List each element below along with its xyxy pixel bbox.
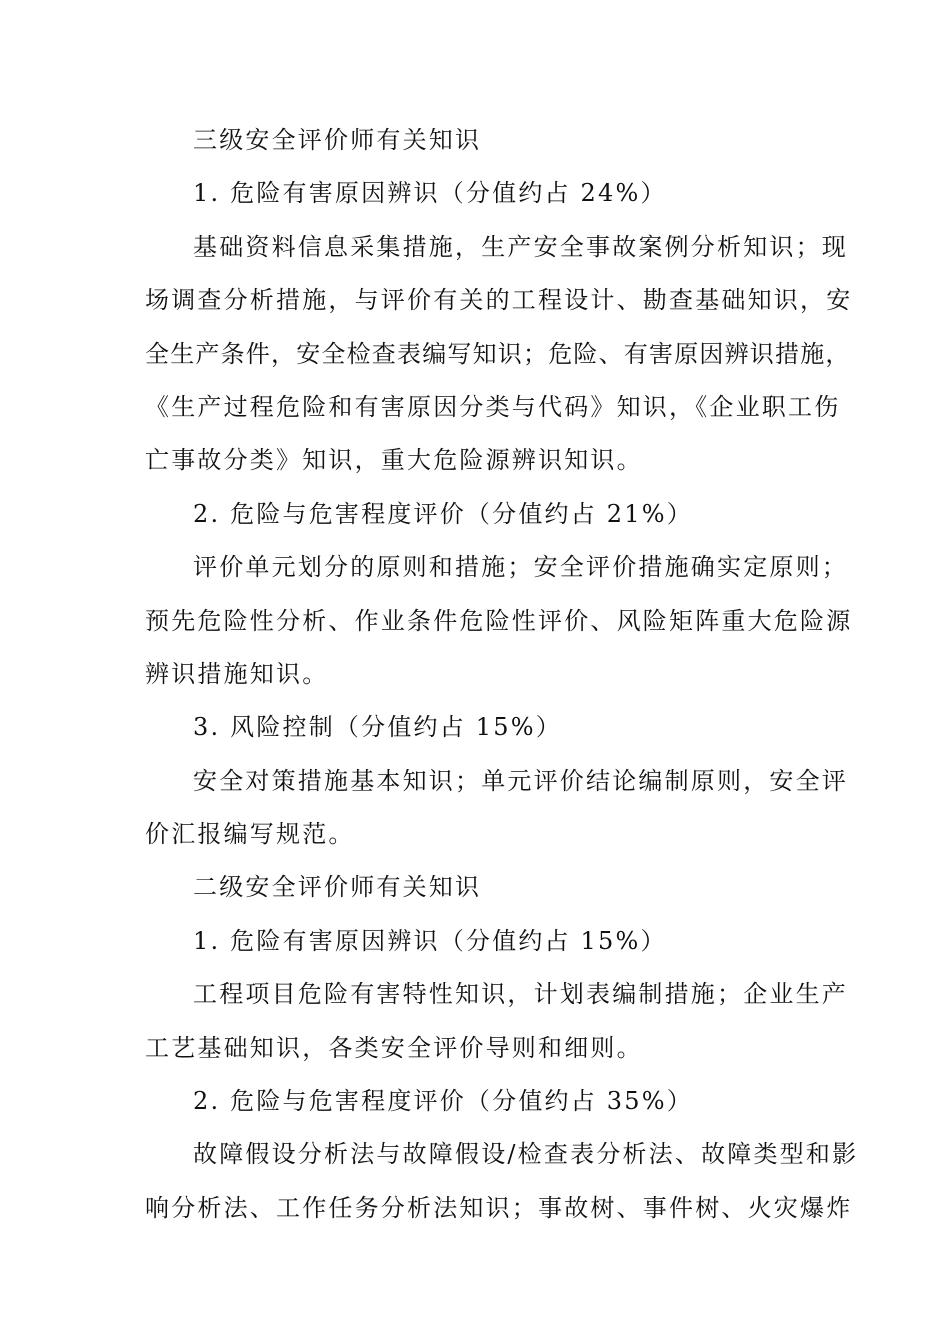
subsection-heading: 2. 危险与危害程度评价（分值约占 35%） [193,1087,693,1116]
section-heading-level-2: 二级安全评价师有关知识 [193,873,482,902]
paragraph-line: 安全对策措施基本知识；单元评价结论编制原则，安全评 [193,766,848,795]
paragraph-line: 响分析法、工作任务分析法知识；事故树、事件树、火灾爆炸 [145,1193,853,1222]
paragraph-line: 基础资料信息采集措施，生产安全事故案例分析知识；现 [193,232,848,261]
subsection-heading: 3. 风险控制（分值约占 15%） [193,713,562,742]
subsection-heading: 1. 危险有害原因辨识（分值约占 15%） [193,926,667,955]
subsection-heading: 1. 危险有害原因辨识（分值约占 24%） [193,179,667,208]
section-heading-level-3: 三级安全评价师有关知识 [193,126,482,154]
paragraph-line: 工艺基础知识，各类安全评价导则和细则。 [145,1033,643,1062]
paragraph-line: 价汇报编写规范。 [145,820,355,849]
paragraph-line: 辨识措施知识。 [145,659,329,688]
subsection-heading: 2. 危险与危害程度评价（分值约占 21%） [193,499,693,528]
paragraph-line: 故障假设分析法与故障假设/检查表分析法、故障类型和影 [193,1140,859,1169]
document-body [145,114,859,1235]
paragraph-line: 评价单元划分的原则和措施；安全评价措施确实定原则； [193,553,848,582]
paragraph-line: 工程项目危险有害特性知识，计划表编制措施；企业生产 [193,980,848,1009]
paragraph-line: 场调查分析措施，与评价有关的工程设计、勘查基础知识，安 [145,286,853,315]
paragraph-line: 亡事故分类》知识，重大危险源辨识知识。 [145,446,643,475]
paragraph-line: 预先危险性分析、作业条件危险性评价、风险矩阵重大危险源 [145,606,853,635]
paragraph-line: 《生产过程危险和有害原因分类与代码》知识，《企业职工伤 [145,392,841,421]
paragraph-line: 全生产条件，安全检查表编写知识；危险、有害原因辨识措施， [145,339,851,368]
